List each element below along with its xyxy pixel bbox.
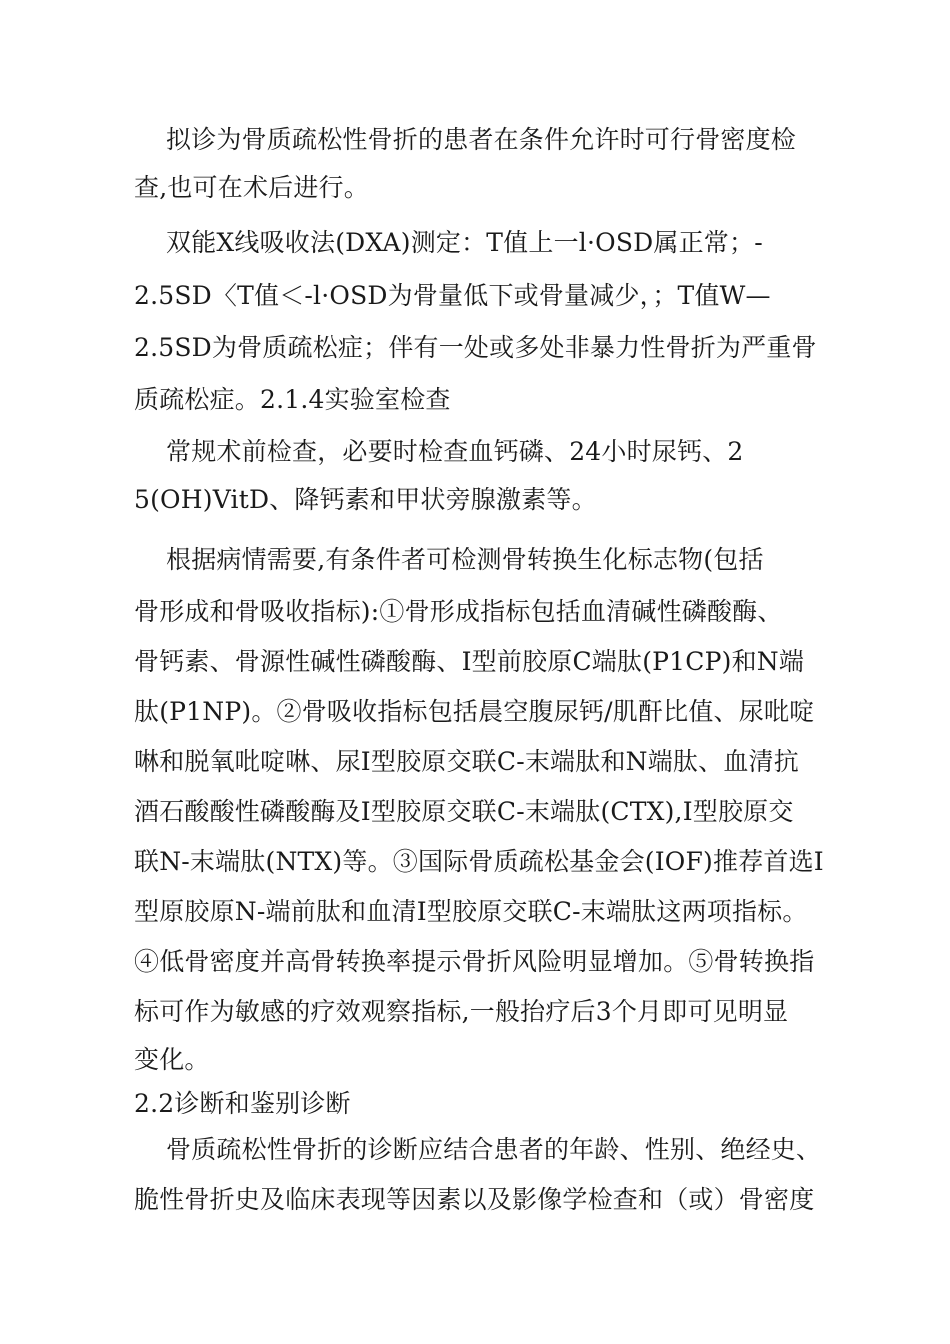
paragraph-line: 根据病情需要,有条件者可检测骨转换生化标志物(包括	[166, 545, 764, 574]
paragraph-line: 啉和脱氧吡啶啉、尿I型胶原交联C-末端肽和N端肽、血清抗	[134, 747, 799, 776]
paragraph-line: 查,也可在术后进行。	[134, 173, 369, 202]
paragraph-line: 质疏松症。2.1.4实验室检查	[134, 385, 451, 414]
paragraph-line: 骨质疏松性骨折的诊断应结合患者的年龄、性别、绝经史、	[166, 1135, 822, 1164]
paragraph-line: 2.5SD〈T值＜-l·OSD为骨量低下或骨量减少，；T值W—	[134, 281, 771, 310]
paragraph-line: 肽(P1NP)。②骨吸收指标包括晨空腹尿钙/肌酐比值、尿吡啶	[134, 697, 815, 726]
paragraph-line: 拟诊为骨质疏松性骨折的患者在条件允许时可行骨密度检	[166, 125, 797, 154]
paragraph-line: 联N-末端肽(NTX)等。③国际骨质疏松基金会(IOF)推荐首选I	[134, 847, 824, 876]
paragraph-line: 5(OH)VitD、降钙素和甲状旁腺激素等。	[134, 485, 597, 514]
paragraph-line: ④低骨密度并高骨转换率提示骨折风险明显增加。⑤骨转换指	[134, 947, 815, 976]
paragraph-line: 骨钙素、骨源性碱性磷酸酶、I型前胶原C端肽(P1CP)和N端	[134, 647, 805, 676]
paragraph-line: 骨形成和骨吸收指标):①骨形成指标包括血清碱性磷酸酶、	[134, 597, 783, 626]
paragraph-line: 常规术前检查，必要时检查血钙磷、24小时尿钙、2	[166, 437, 744, 466]
paragraph-line: 脆性骨折史及临床表现等因素以及影像学检查和（或）骨密度	[134, 1185, 815, 1214]
paragraph-line: 双能X线吸收法(DXA)测定：T值上一l·OSD属正常；-	[166, 228, 763, 257]
paragraph-line: 型原胶原N-端前肽和血清I型胶原交联C-末端肽这两项指标。	[134, 897, 808, 926]
paragraph-line: 标可作为敏感的疗效观察指标,一般抬疗后3个月即可见明显	[134, 997, 789, 1026]
paragraph-line: 变化。	[134, 1045, 210, 1074]
paragraph-line: 2.5SD为骨质疏松症；伴有一处或多处非暴力性骨折为严重骨	[134, 333, 817, 362]
paragraph-line: 酒石酸酸性磷酸酶及I型胶原交联C-末端肽(CTX),I型胶原交	[134, 797, 794, 826]
section-heading: 2.2诊断和鉴别诊断	[134, 1089, 351, 1118]
